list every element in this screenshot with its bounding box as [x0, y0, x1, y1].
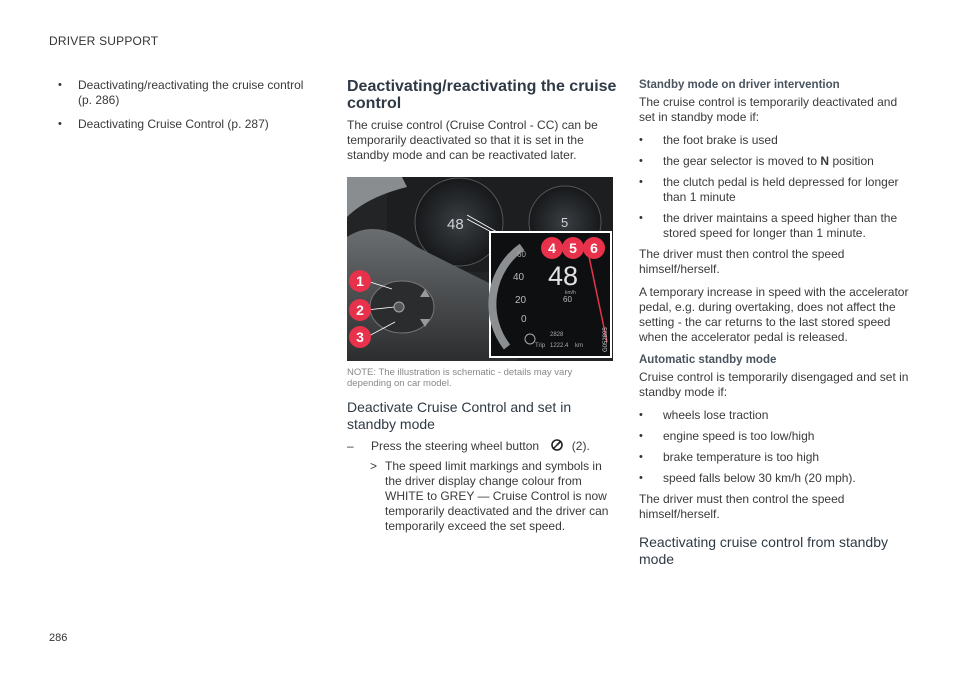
scale-label: 60 — [517, 250, 526, 259]
section-title: Deactivating/reactivating the cruise control — [347, 78, 617, 112]
speed-limit-value: 60 — [563, 295, 572, 304]
paragraph: The driver must then control the speed himself/herself. — [639, 247, 845, 276]
section-header: DRIVER SUPPORT — [49, 34, 159, 48]
list-item: • wheels lose traction — [639, 408, 909, 423]
result-marker: > — [370, 459, 378, 473]
related-link[interactable]: • Deactivating Cruise Control (p. 287) — [58, 117, 318, 132]
callout-3: 3 — [356, 329, 364, 345]
dashboard-illustration — [347, 177, 613, 361]
intro-paragraph: The cruise control (Cruise Control - CC) can be temporarily deactivated so that it is set in the standby mode and can be reactivated later. — [347, 118, 598, 162]
heading-auto: Automatic standby mode — [639, 354, 777, 366]
instruction-step — [347, 439, 617, 454]
callout-4: 4 — [548, 240, 556, 256]
step-result — [347, 459, 617, 534]
main-column — [347, 78, 617, 534]
callout-2: 2 — [356, 302, 364, 318]
list-item: • the foot brake is used — [639, 133, 909, 148]
callout-1: 1 — [356, 273, 364, 289]
page-number: 286 — [49, 632, 68, 644]
trip-unit: km — [575, 343, 583, 349]
scale-label: 20 — [515, 295, 527, 306]
scale-label: 40 — [513, 272, 525, 283]
subsection-title: Deactivate Cruise Control and set in standby mode — [347, 399, 572, 432]
list-item-suffix: position — [832, 154, 874, 168]
list-item — [639, 154, 909, 169]
odometer: 2828 — [550, 332, 564, 338]
list-item: • engine speed is too low/high — [639, 429, 909, 444]
paragraph: A temporary increase in speed with the accelerator pedal, e.g. during overtaking, does not affect the setting - the car returns to the last stored speed when the accelerator pedal is released. — [639, 285, 909, 344]
paragraph: The driver must then control the speed himself/herself. — [639, 492, 845, 521]
list-item: • the clutch pedal is held depressed for longer than 1 minute — [639, 175, 909, 205]
trip-value: 1222.4 — [550, 343, 569, 349]
result-text: The speed limit markings and symbols in the driver display change colour from WHITE to GREY — Cruise Control is now temporarily deactivated and the driver can temporarily exceed the set speed. — [385, 459, 609, 533]
trip-label: Trip — [535, 343, 546, 349]
list-item: • brake temperature is too high — [639, 450, 909, 465]
dial-small-number: 5 — [561, 215, 569, 230]
image-code: G052895 — [603, 327, 609, 352]
related-link[interactable]: • Deactivating/reactivating the cruise control (p. 286) — [58, 78, 318, 108]
list-item: • the driver maintains a speed higher than the stored speed for longer than 1 minute. — [639, 211, 909, 241]
related-links — [58, 78, 318, 141]
cruise-control-button-icon — [550, 439, 564, 451]
figure-caption: NOTE: The illustration is schematic - details may vary depending on car model. — [347, 367, 573, 389]
callout-6: 6 — [590, 240, 598, 256]
side-column — [639, 78, 909, 574]
list-item-text: the gear selector is moved to — [663, 154, 818, 168]
speed-unit: km/h — [565, 290, 576, 296]
dial-speed: 48 — [447, 216, 464, 233]
list-item: • speed falls below 30 km/h (20 mph). — [639, 471, 909, 486]
gear-letter: N — [820, 154, 830, 168]
callout-5: 5 — [569, 240, 577, 256]
step-text: Press the steering wheel button — [371, 439, 540, 453]
scale-label: 0 — [521, 314, 527, 325]
heading-reactivate: Reactivating cruise control from standby mode — [639, 534, 888, 567]
paragraph: The cruise control is temporarily deactivated and set in standby mode if: — [639, 95, 898, 124]
inset-speed: 48 — [548, 261, 579, 291]
paragraph: Cruise control is temporarily disengaged and set in standby mode if: — [639, 370, 909, 399]
step-dash: – — [347, 439, 354, 453]
step-reference: (2). — [571, 439, 590, 453]
cruise-button — [394, 302, 404, 312]
heading-intervention: Standby mode on driver intervention — [639, 79, 840, 91]
